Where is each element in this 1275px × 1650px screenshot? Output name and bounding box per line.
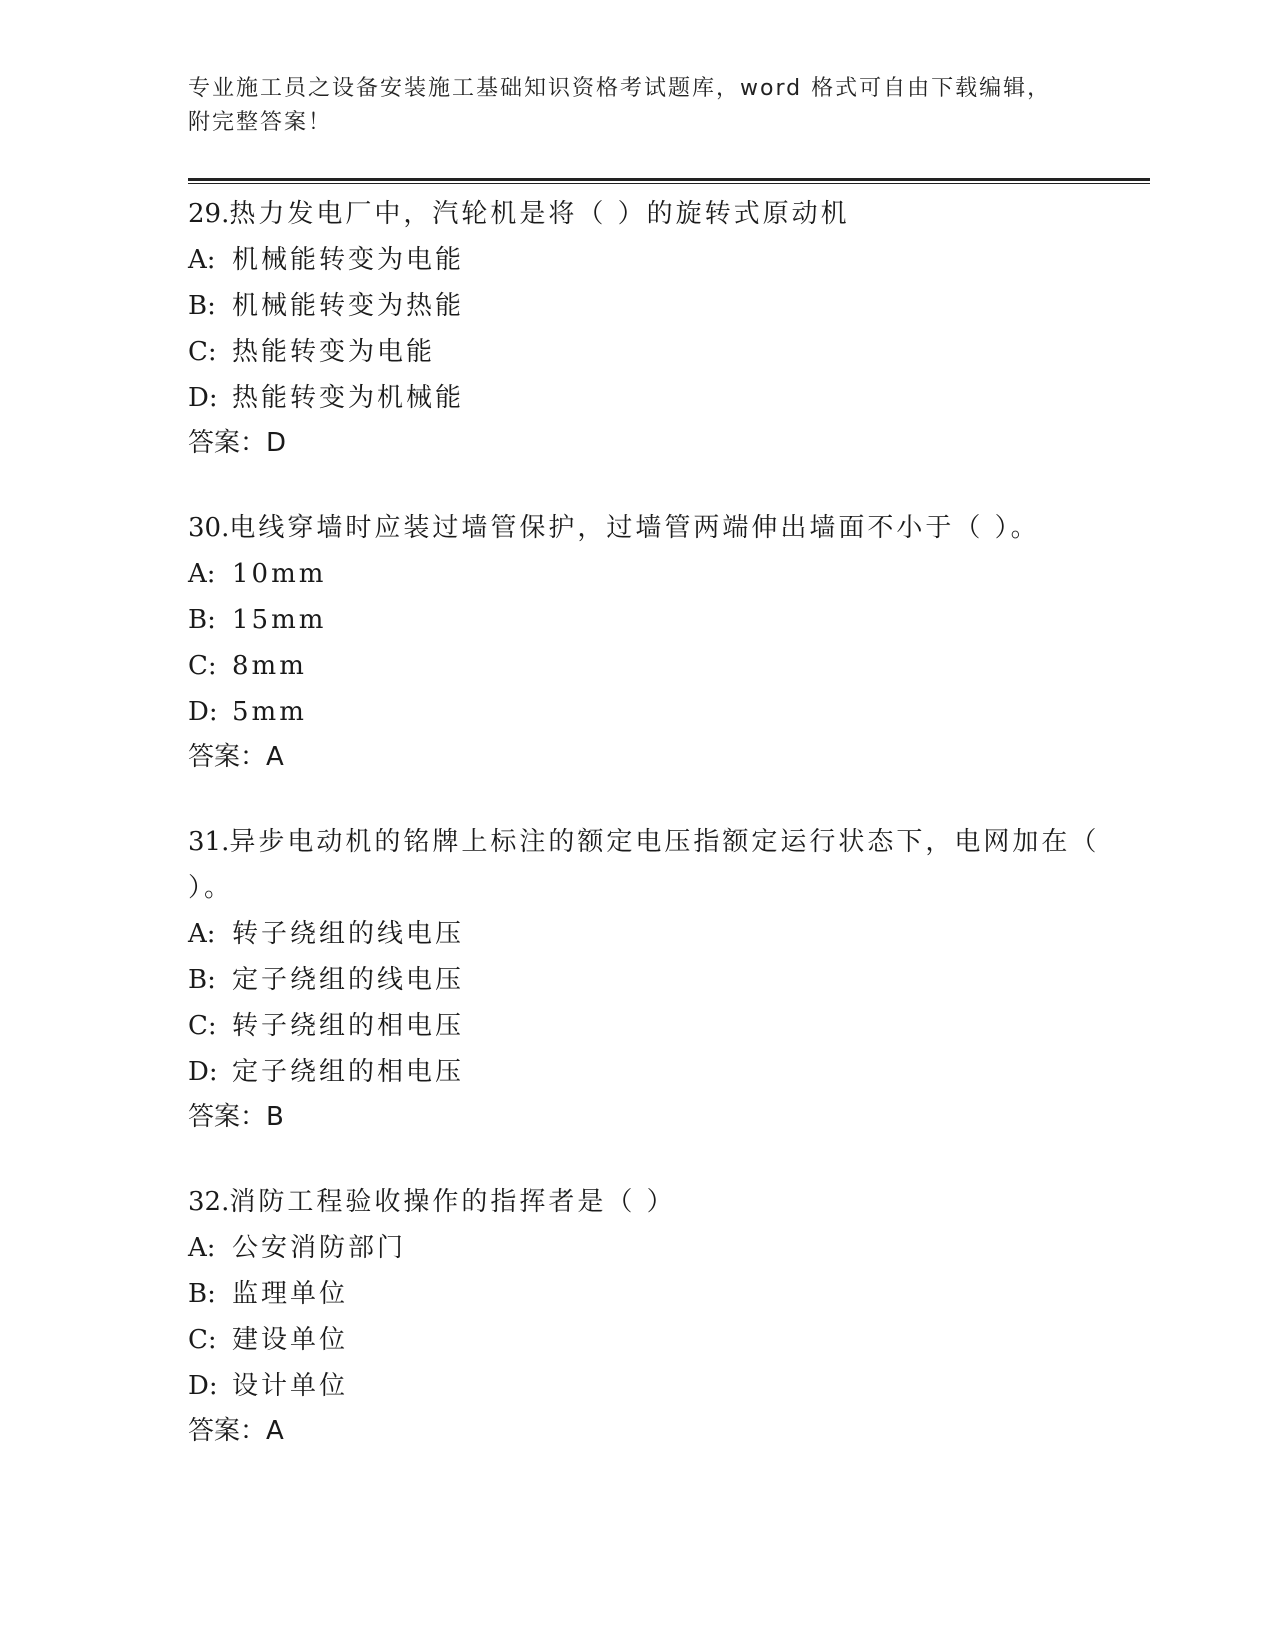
option-d xyxy=(188,375,1118,421)
option-letter: D: xyxy=(188,697,218,727)
header-divider-thin xyxy=(188,183,1150,184)
header-line-1: 专业施工员之设备安装施工基础知识资格考试题库，word 格式可自由下载编辑， xyxy=(188,76,1052,101)
question-number: 32. xyxy=(188,1187,230,1217)
question-text xyxy=(188,819,1118,911)
option-letter: A: xyxy=(188,245,216,275)
option-text: 机械能转变为热能 xyxy=(232,291,465,321)
option-text: 热能转变为电能 xyxy=(232,337,436,367)
question-32 xyxy=(188,1179,1118,1453)
option-text: 15mm xyxy=(232,605,327,635)
option-letter: D: xyxy=(188,1057,218,1087)
option-letter: B: xyxy=(188,965,216,995)
question-list xyxy=(188,191,1118,1493)
question-number: 30. xyxy=(188,513,230,543)
answer-line: 答案：D xyxy=(188,428,287,458)
question-29 xyxy=(188,191,1118,465)
header-line-2: 附完整答案！ xyxy=(188,110,333,135)
option-letter: C: xyxy=(188,337,217,367)
option-b xyxy=(188,1271,1118,1317)
option-a xyxy=(188,551,1118,597)
question-30 xyxy=(188,505,1118,779)
option-text: 定子绕组的线电压 xyxy=(232,965,465,995)
option-d xyxy=(188,1049,1118,1095)
option-letter: B: xyxy=(188,1279,216,1309)
question-text xyxy=(188,191,1118,237)
option-letter: D: xyxy=(188,1371,218,1401)
document-header xyxy=(188,72,1088,140)
option-d xyxy=(188,1363,1118,1409)
option-text: 热能转变为机械能 xyxy=(232,383,465,413)
option-letter: C: xyxy=(188,1325,217,1355)
question-stem: 异步电动机的铭牌上标注的额定电压指额定运行状态下，电网加在（ ）。 xyxy=(188,827,1100,903)
option-a xyxy=(188,237,1118,283)
option-a xyxy=(188,1225,1118,1271)
option-letter: C: xyxy=(188,651,217,681)
option-letter: B: xyxy=(188,605,216,635)
option-letter: B: xyxy=(188,291,216,321)
option-c xyxy=(188,1317,1118,1363)
header-divider-thick xyxy=(188,178,1150,181)
option-c xyxy=(188,643,1118,689)
option-c xyxy=(188,329,1118,375)
answer-line: 答案：B xyxy=(188,1102,284,1132)
option-b xyxy=(188,597,1118,643)
option-text: 8mm xyxy=(232,651,307,681)
option-b xyxy=(188,957,1118,1003)
question-stem: 消防工程验收操作的指挥者是（ ） xyxy=(229,1187,676,1217)
option-text: 监理单位 xyxy=(232,1279,349,1309)
option-a xyxy=(188,911,1118,957)
option-text: 建设单位 xyxy=(232,1325,349,1355)
question-31 xyxy=(188,819,1118,1139)
question-stem: 热力发电厂中，汽轮机是将（ ）的旋转式原动机 xyxy=(229,199,850,229)
option-letter: C: xyxy=(188,1011,217,1041)
option-text: 转子绕组的相电压 xyxy=(232,1011,465,1041)
option-letter: A: xyxy=(188,919,216,949)
option-b xyxy=(188,283,1118,329)
answer-line: 答案：A xyxy=(188,1416,284,1446)
option-text: 机械能转变为电能 xyxy=(232,245,465,275)
question-number: 31. xyxy=(188,827,230,857)
option-text: 转子绕组的线电压 xyxy=(232,919,465,949)
option-letter: D: xyxy=(188,383,218,413)
option-c xyxy=(188,1003,1118,1049)
option-letter: A: xyxy=(188,559,216,589)
option-text: 定子绕组的相电压 xyxy=(232,1057,465,1087)
option-text: 5mm xyxy=(232,697,307,727)
option-d xyxy=(188,689,1118,735)
option-letter: A: xyxy=(188,1233,216,1263)
question-text xyxy=(188,1179,1118,1225)
option-text: 10mm xyxy=(232,559,327,589)
question-stem: 电线穿墙时应装过墙管保护，过墙管两端伸出墙面不小于（ ）。 xyxy=(229,513,1040,543)
question-text xyxy=(188,505,1118,551)
answer-line: 答案：A xyxy=(188,742,284,772)
question-number: 29. xyxy=(188,199,230,229)
option-text: 设计单位 xyxy=(232,1371,349,1401)
option-text: 公安消防部门 xyxy=(232,1233,407,1263)
